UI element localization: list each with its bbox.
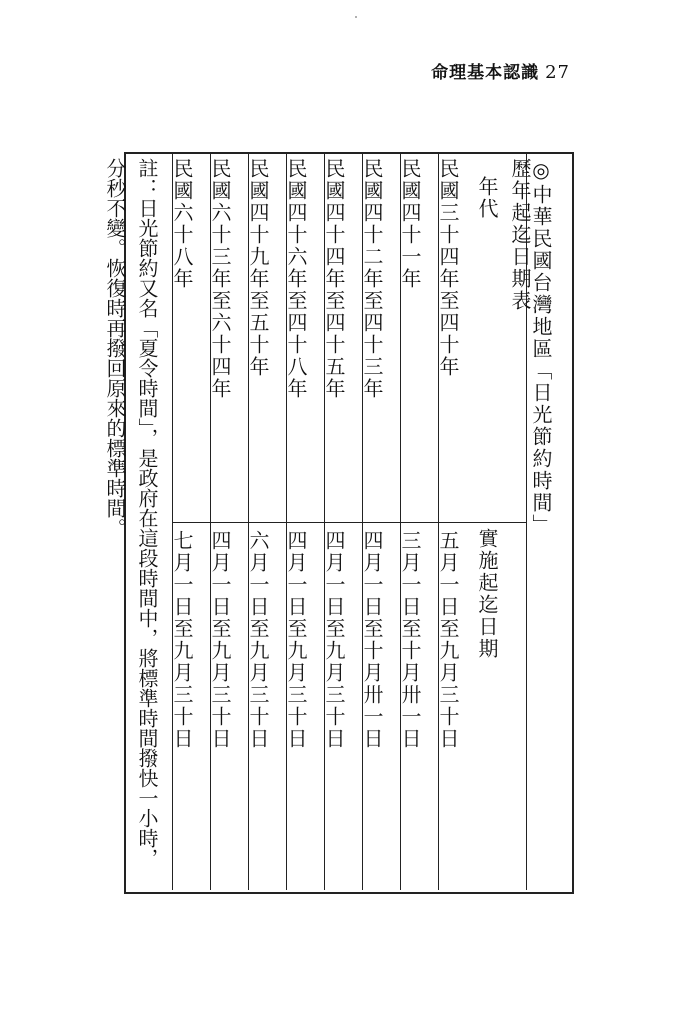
row-year: 民國四十二年至四十三年 <box>360 158 384 400</box>
note-line1: 註：日光節約又名「夏令時間」，是政府在這段時間中，將標準時間撥快一小時， <box>135 158 159 868</box>
row-year: 民國六十三年至六十四年 <box>208 158 232 400</box>
row-year: 民國六十八年 <box>170 158 194 290</box>
row-year: 民國四十四年至四十五年 <box>322 158 346 400</box>
running-title: 命理基本認識 <box>431 63 540 83</box>
row-dates: 四月一日至九月三十日 <box>284 530 308 750</box>
page-header <box>431 58 570 83</box>
row-dates: 四月一日至九月三十日 <box>208 530 232 750</box>
row-dates: 六月一日至九月三十日 <box>246 530 270 750</box>
column-header-dates: 實施起迄日期 <box>475 528 499 660</box>
scan-speck <box>355 16 357 18</box>
row-dates: 七月一日至九月三十日 <box>170 530 194 750</box>
table-heading-line2: 歷年起迄日期表 <box>508 158 532 312</box>
row-dates: 四月一日至九月三十日 <box>322 530 346 750</box>
row-year: 民國三十四年至四十年 <box>436 158 460 378</box>
field-divider <box>172 522 526 523</box>
row-year: 民國四十一年 <box>398 158 422 290</box>
row-year: 民國四十六年至四十八年 <box>284 158 308 400</box>
row-year: 民國四十九年至五十年 <box>246 158 270 378</box>
note-line2: 分秒不變。恢復時再撥回原來的標準時間。 <box>103 158 127 538</box>
table-heading-line1: ◎中華民國台灣地區「日光節約時間」 <box>529 158 553 536</box>
page-number: 27 <box>545 62 570 83</box>
row-dates: 三月一日至十月卅一日 <box>398 530 422 750</box>
column-header-year: 年代 <box>475 176 499 220</box>
row-dates: 五月一日至九月三十日 <box>436 530 460 750</box>
row-dates: 四月一日至十月卅一日 <box>360 530 384 750</box>
